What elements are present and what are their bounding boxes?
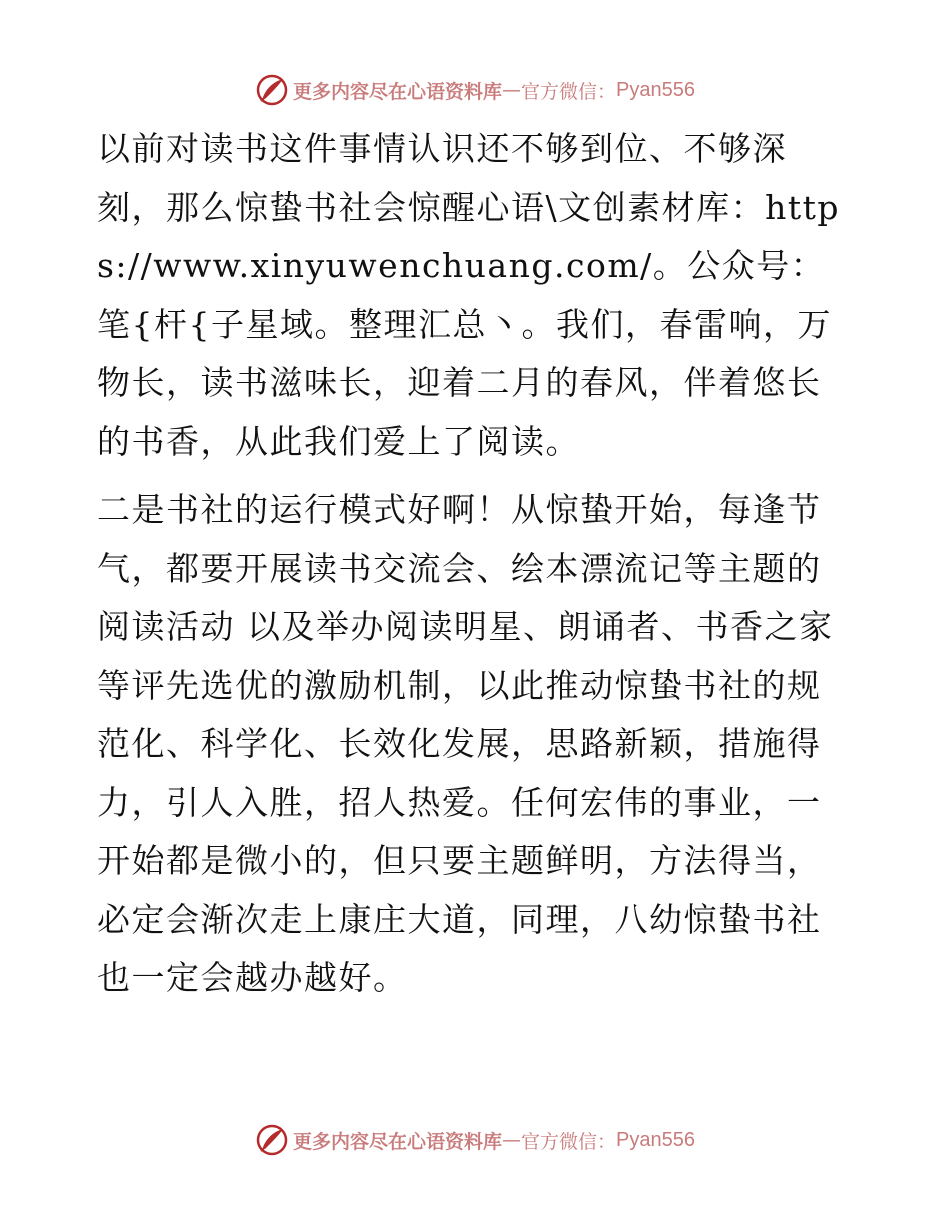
watermark-title: 更多内容尽在心语资料库 [293, 1130, 503, 1153]
watermark-dash: — [502, 79, 522, 101]
document-body [97, 120, 849, 1008]
watermark-dash: — [502, 1129, 522, 1151]
quill-logo-icon [255, 73, 289, 107]
quill-logo-icon [255, 1123, 289, 1157]
watermark-handle: Pyan556 [616, 1128, 695, 1151]
paragraph-1: 以前对读书这件事情认识还不够到位、不够深刻，那么惊蛰书社会惊醒心语\文创素材库：https://www.xinyuwenchuang.com/。公众号：笔{杆{子星域。整理汇总丶。我们，春雷响，万物长，读书滋味长，迎着二月的春风，伴着悠长的书香，从此我们爱上了阅读。 [97, 129, 841, 461]
watermark-title: 更多内容尽在心语资料库 [293, 80, 503, 103]
paragraph-2: 二是书社的运行模式好啊！从惊蛰开始，每逢节气，都要开展读书交流会、绘本漂流记等主题的阅读活动 以及举办阅读明星、朗诵者、书香之家等评先选优的激励机制，以此推动惊蛰书社的规范化、科学化、长效化发展，思路新颖，措施得力，引人入胜，招人热爱。任何宏伟的事业，一开始都是微小的，但只要主题鲜明，方法得当，必定会渐次走上康庄大道，同理，八幼惊蛰书社也一定会越办越好。 [97, 490, 834, 997]
watermark-handle: Pyan556 [616, 78, 695, 101]
watermark-label: 官方微信： [521, 1130, 617, 1153]
watermark-label: 官方微信： [521, 80, 617, 103]
footer-watermark [0, 1120, 950, 1160]
header-watermark [0, 70, 950, 110]
